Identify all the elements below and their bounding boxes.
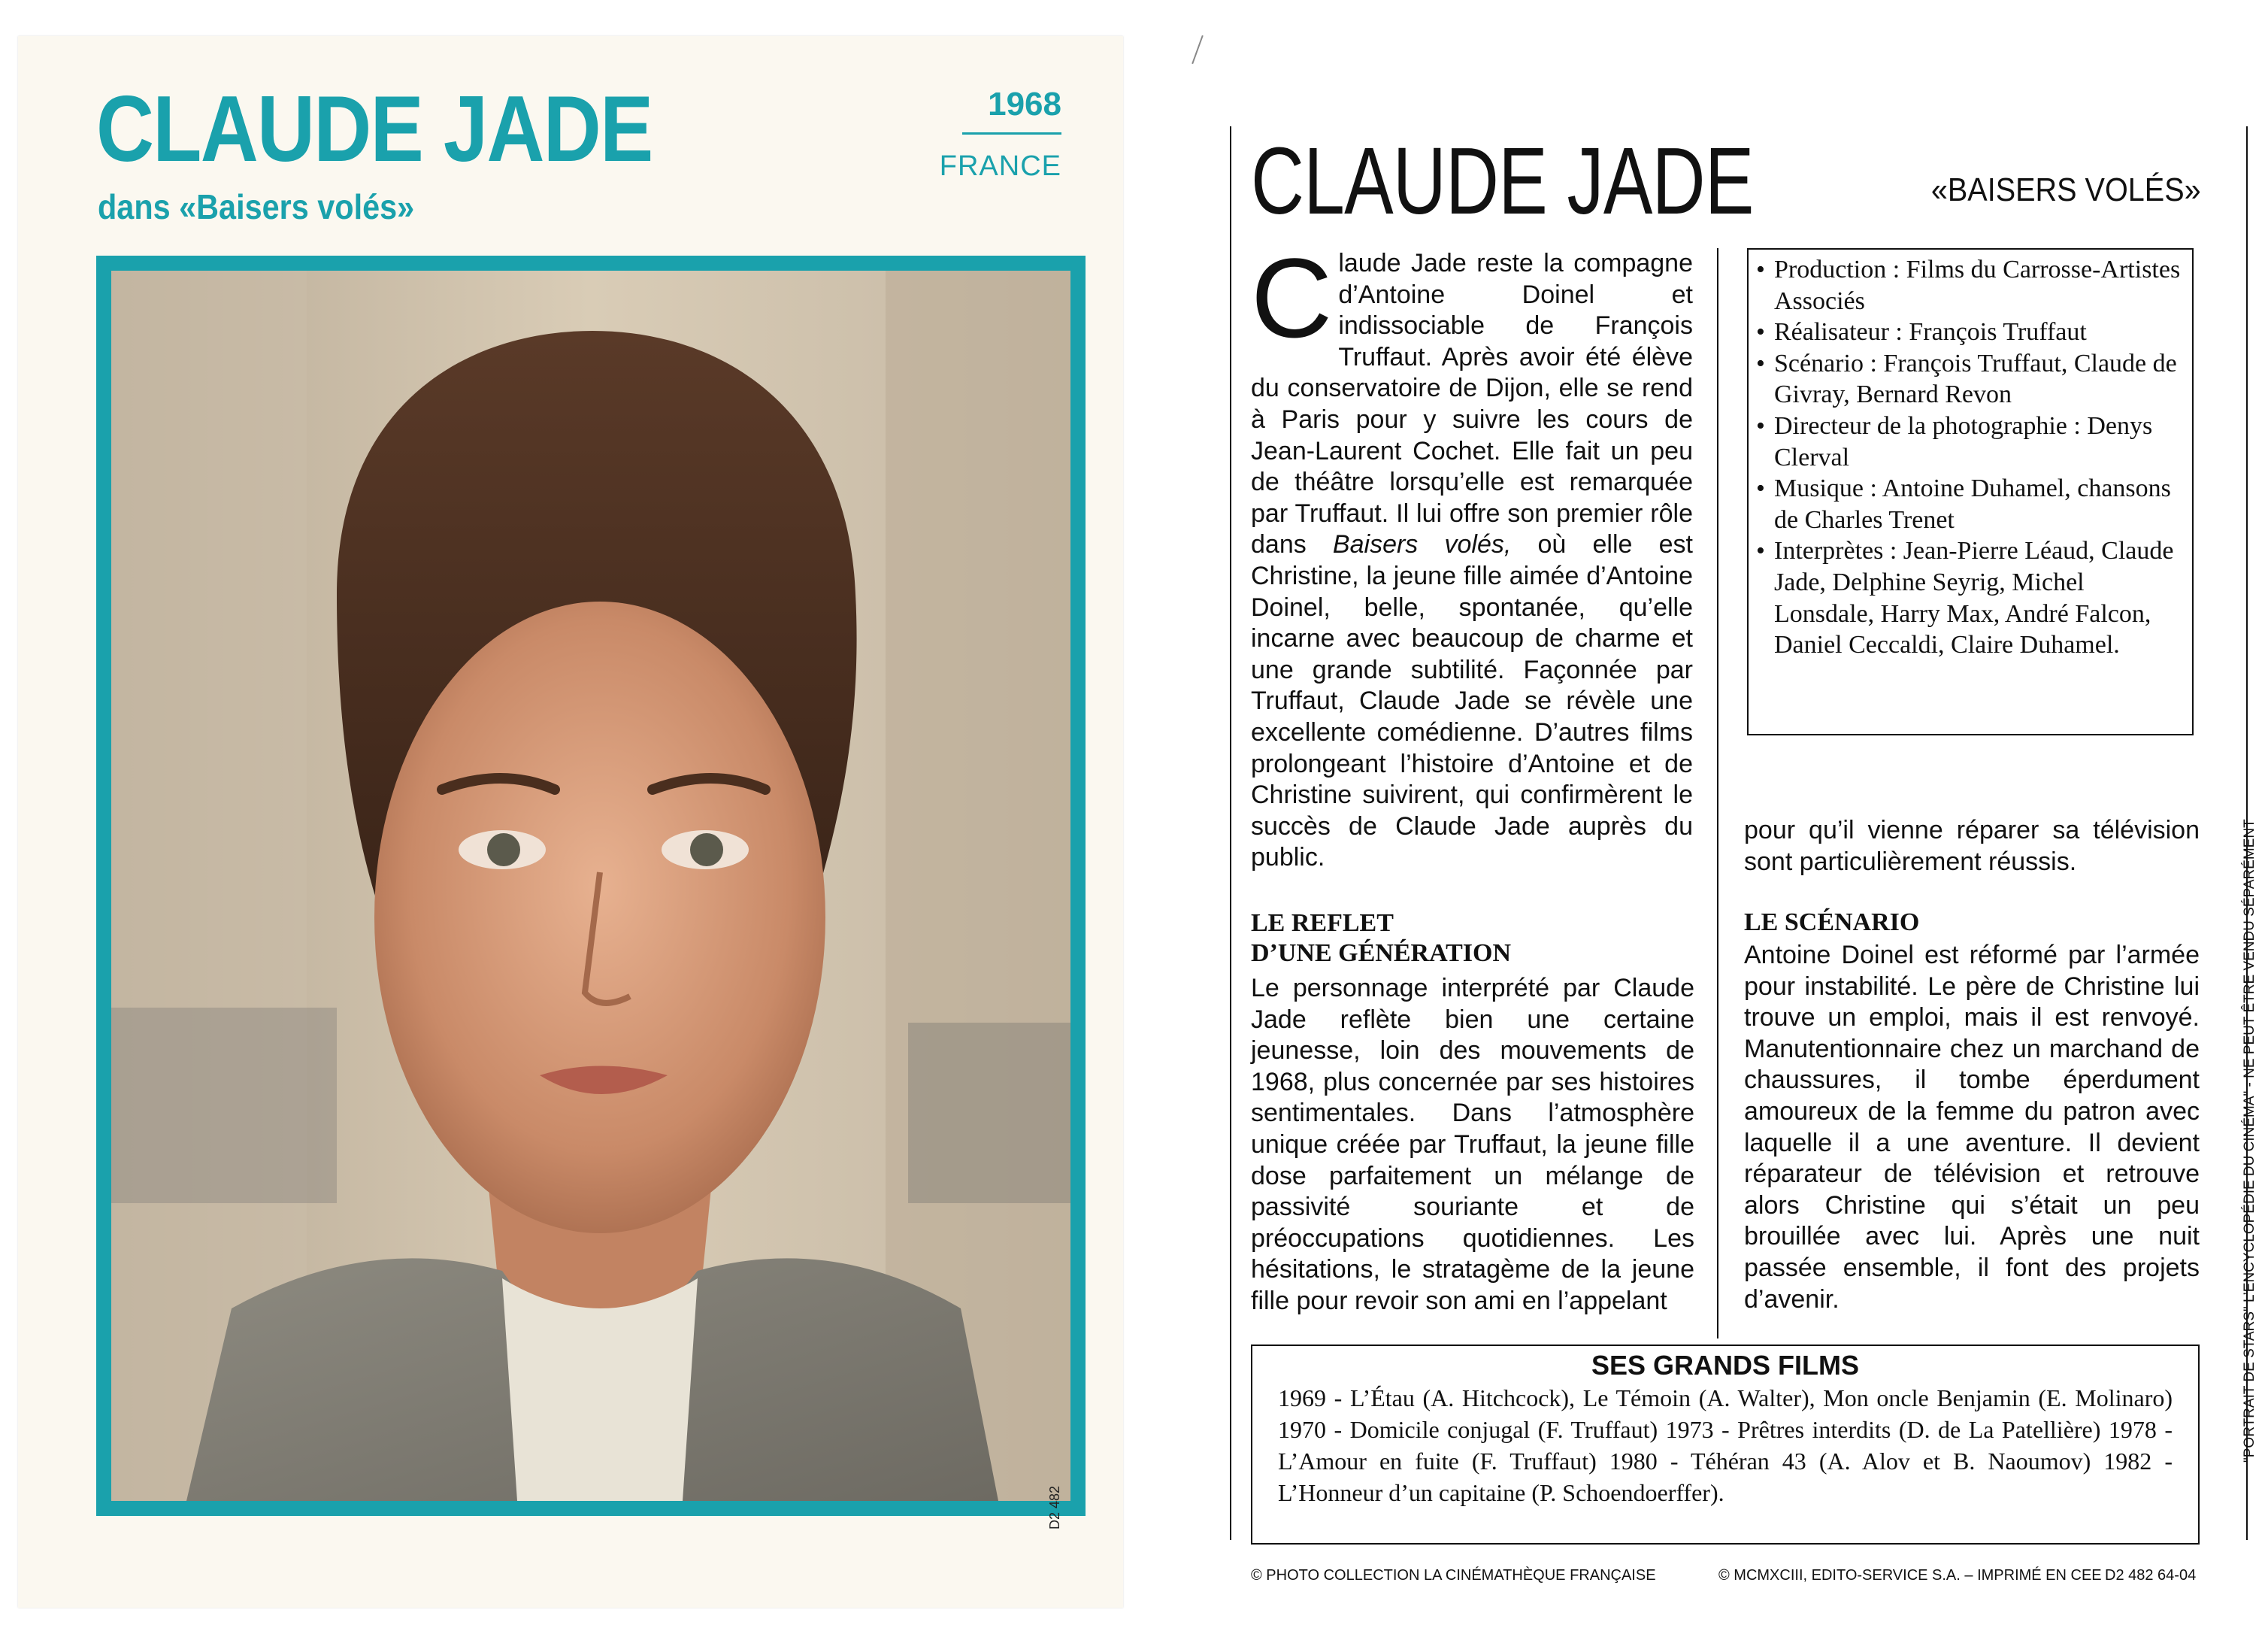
reflet-heading-line-1: LE REFLET [1251, 909, 1394, 937]
filmography-box [1251, 1345, 2200, 1545]
portrait-illustration [111, 271, 1070, 1501]
intro-text-1: laude Jade reste la compagne d’Antoine Doinel et indissociable de François Truffaut. Après avoir été élève du conservatoire de Dijon, elle se rend à Paris pour y suivre les cours de Jean-Laurent Cochet. Elle fait un peu de théâtre lorsqu’elle est remarquée par Truffaut. Il lui offre son premier rôle dans [1251, 249, 1693, 559]
front-title: CLAUDE JADE [96, 77, 653, 181]
credit-photography: • Directeur de la photographie : Denys Clerval [1756, 411, 2185, 473]
photo-frame [96, 256, 1086, 1530]
credit-cast: • Interprètes : Jean-Pierre Léaud, Claude Jade, Delphine Seyrig, Michel Lonsdale, Harry Max, André Falcon, Daniel Ceccaldi, Claire Duhamel. [1756, 535, 2185, 660]
intro-paragraph [1251, 235, 1693, 874]
scenario-paragraph: Antoine Doinel est réformé par l’armée pour instabilité. Le père de Christine lui trouve un emploi, mais il est renvoyé. Manutentionnaire chez un marchand de chaussures, il tombe éperdument amoureux de la femme du patron avec laquelle il a une aventure. Il devient réparateur de télévision et retrouve alors Christine qui s’était un peu brouillée avec lui. Après une nuit passée ensemble, il font des projets d’avenir. [1744, 941, 2200, 1314]
front-subtitle: dans «Baisers volés» [98, 187, 415, 226]
column-divider [1717, 248, 1718, 1338]
reflet-continued: pour qu’il vienne réparer sa télévision sont particulièrement réussis. [1744, 816, 2200, 876]
drop-cap: C [1251, 235, 1333, 361]
credit-director: • Réalisateur : François Truffaut [1756, 317, 2185, 348]
front-country: FRANCE [939, 150, 1061, 182]
filmography-text: 1969 - L’Étau (A. Hitchcock), Le Témoin (A. Walter), Mon oncle Benjamin (E. Molinaro) 1970 - Domicile conjugal (F. Truffaut) 1973 - Prêtres interdits (D. de La Patellière) 1978 - L’Amour en fuite (F. Truffaut) 1980 - Téhéran 43 (A. Alov et B. Naoumov) 1982 - L’Honneur d’un capitaine (P. Schoendoerffer). [1278, 1384, 2173, 1506]
series-side-text: "PORTRAIT DE STARS" L’ENCYCLOPÉDIE DU CINÉMA" - NE PEUT ÊTRE VENDU SÉPARÉMENT [2242, 819, 2257, 1463]
credit-production: • Production : Films du Carrosse-Artistes Associés [1756, 254, 2185, 317]
back-film-title: «BAISERS VOLÉS» [1931, 171, 2201, 208]
card-reference: D2 482 64-04 [2105, 1567, 2197, 1584]
front-year-divider [962, 132, 1061, 135]
back-title: CLAUDE JADE [1251, 128, 1754, 234]
credit-screenplay: • Scénario : François Truffaut, Claude de Givray, Bernard Revon [1756, 348, 2185, 411]
photo-credit: © PHOTO COLLECTION LA CINÉMATHÈQUE FRANÇAISE [1251, 1567, 1656, 1584]
intro-film-italic: Baisers volés, [1332, 530, 1512, 559]
scenario-heading: LE SCÉNARIO [1744, 908, 1920, 936]
credits-box [1747, 248, 2194, 735]
photo-code: D2 482 [1047, 1486, 1062, 1530]
reflet-paragraph: Le personnage interprété par Claude Jade reflète bien une certaine jeunesse, loin des mouvements de 1968, plus concernée par ses histoires sentimentales. Dans l’atmosphère unique créée par Truffaut, la jeune fille dose parfaitement un mélange de passivité souriante et de préoccupations quotidiennes. Les hésitations, le stratagème de la jeune fille pour revoir son ami en l’appelant [1251, 974, 1694, 1315]
credits-list [1756, 254, 2185, 661]
front-card [18, 36, 1123, 1608]
reflet-heading [1251, 908, 1694, 969]
back-card [1170, 30, 2255, 1617]
filmography-heading: SES GRANDS FILMS [1591, 1350, 1860, 1381]
credit-music: • Musique : Antoine Duhamel, chansons de Charles Trenet [1756, 473, 2185, 535]
crop-mark [1192, 35, 1204, 64]
intro-text-2: où elle est Christine, la jeune fille aimée d’Antoine Doinel, belle, spontanée, qu’elle incarne avec beaucoup de charme et une grande subtilité. Façonnée par Truffaut, Claude Jade se révèle une excellente comédienne. D’autres films prolongeant l’histoire d’Antoine et de Christine suivirent, qui confirmèrent le succès de Claude Jade auprès du public. [1251, 530, 1693, 872]
reflet-heading-line-2: D’UNE GÉNÉRATION [1251, 939, 1512, 967]
publisher-copyright: © MCMXCIII, EDITO-SERVICE S.A. – IMPRIMÉ EN CEE [1718, 1567, 2102, 1584]
front-year: 1968 [988, 86, 1061, 123]
portrait-photo [111, 271, 1070, 1501]
